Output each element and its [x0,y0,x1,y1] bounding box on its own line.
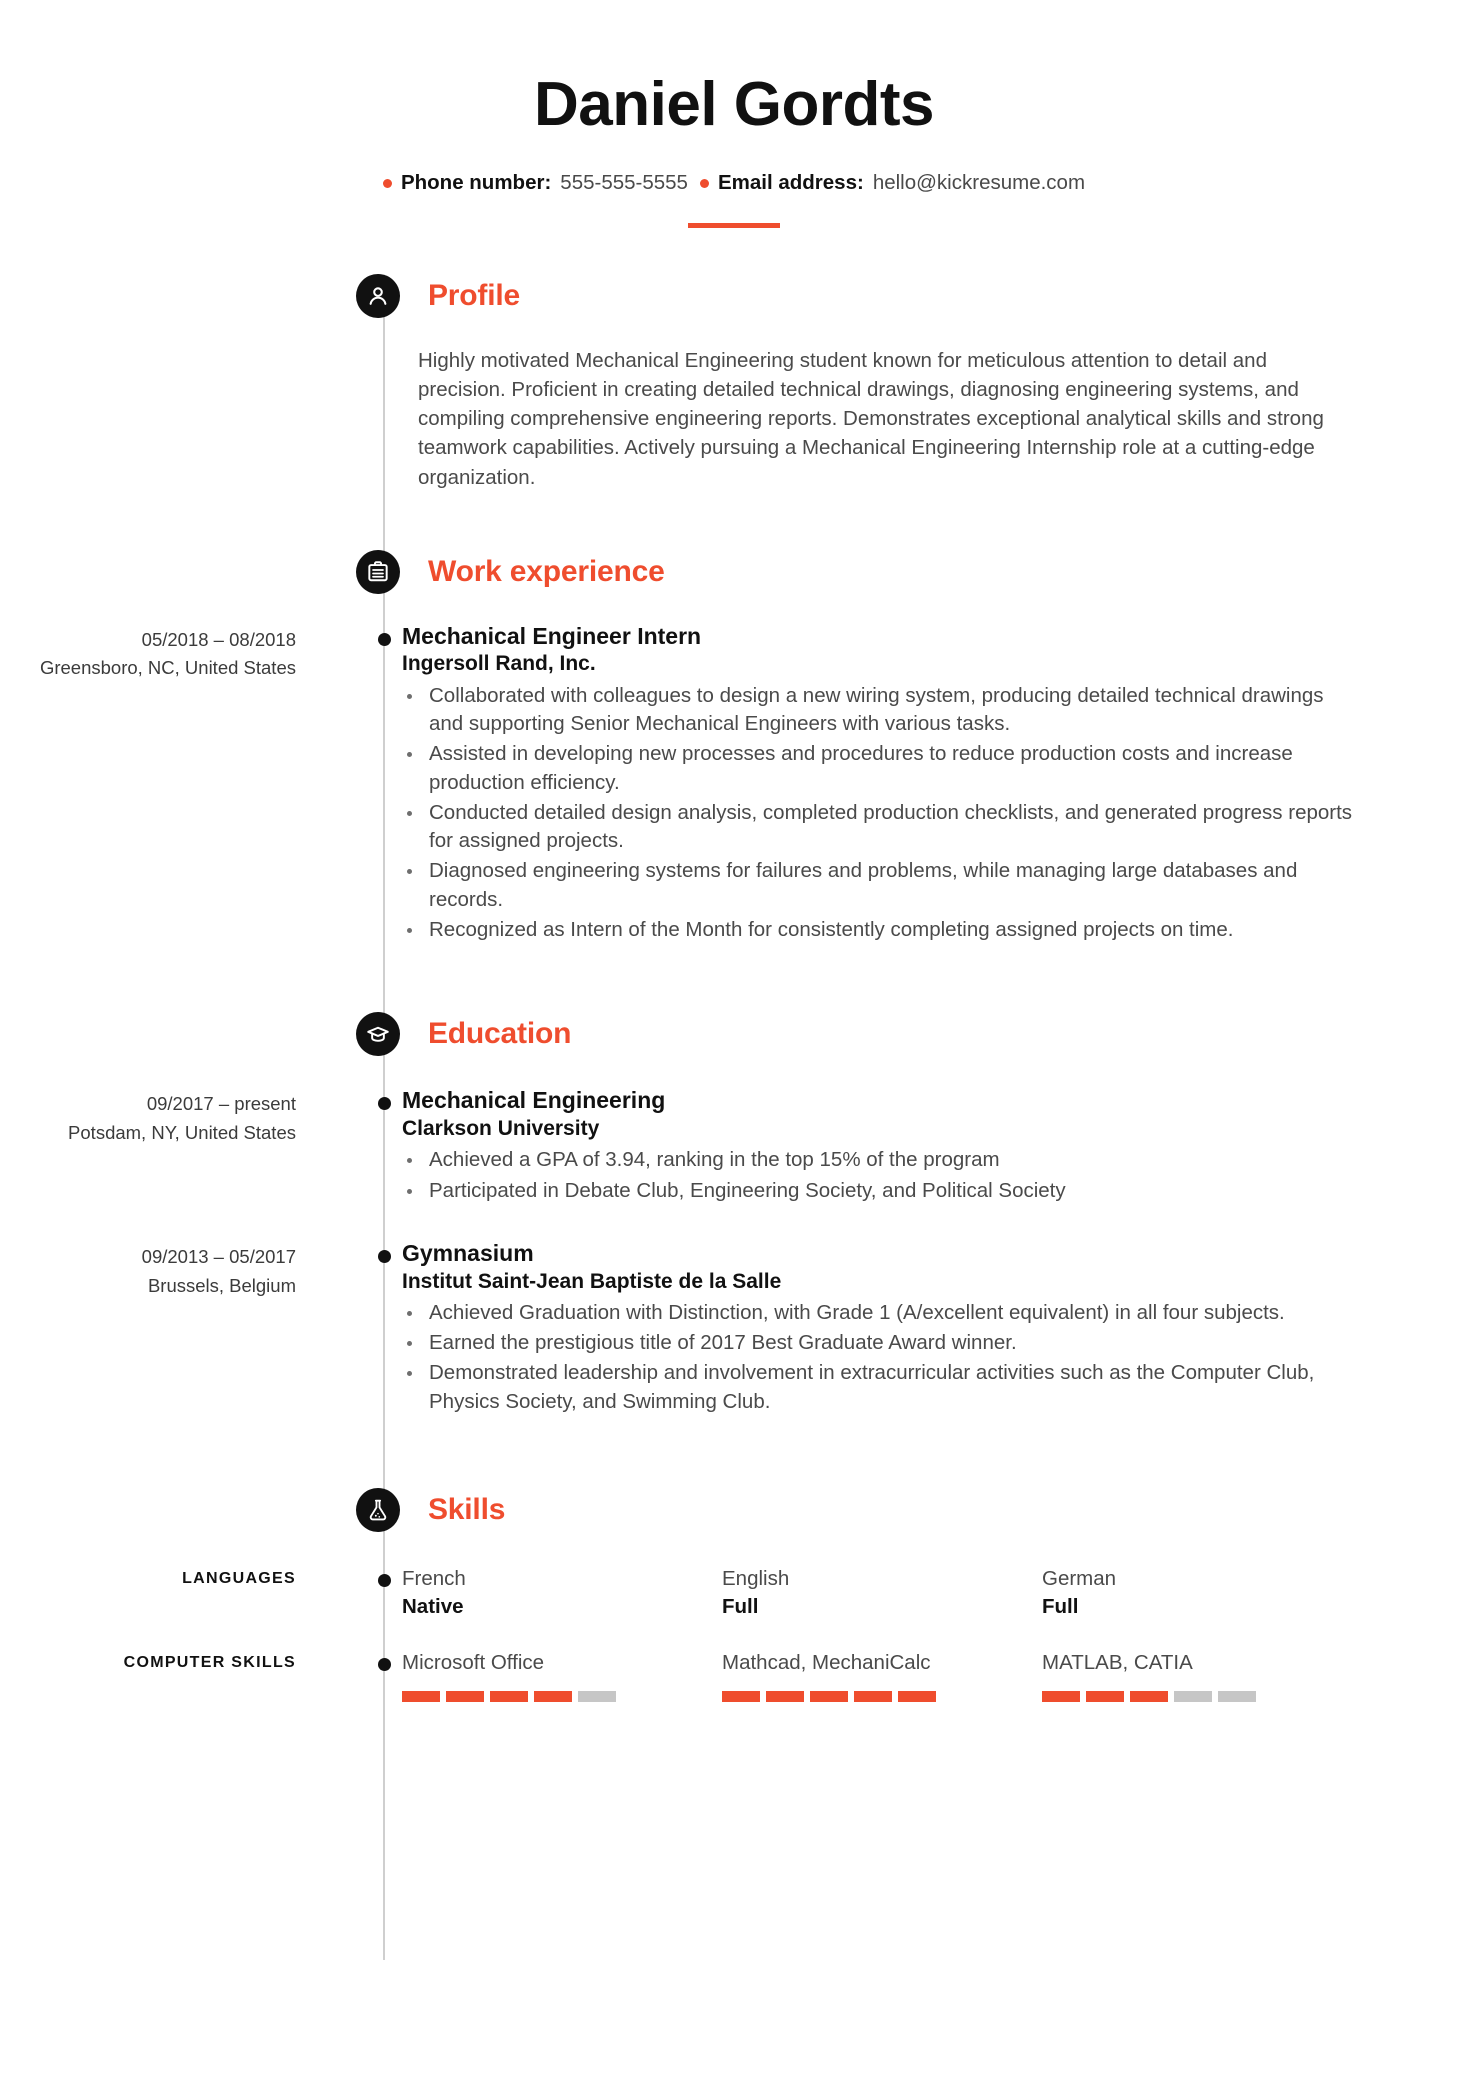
work-entry-bullets [402,682,1356,945]
section-title-profile: Profile [428,279,520,313]
education-entry-bullets [402,1146,1356,1205]
education-entry-location: Potsdam, NY, United States [68,1121,296,1143]
rating-pip [898,1691,936,1702]
education-entry-meta [0,1086,340,1205]
list-item: Participated in Debate Club, Engineering Society, and Political Society [402,1177,1356,1205]
language-item [1042,1566,1362,1620]
skills-languages-columns [402,1566,1468,1620]
bullet-dot-icon [383,179,392,188]
language-level: Native [402,1594,464,1618]
header-divider [688,223,780,228]
profile-text: Highly motivated Mechanical Engineering student known for meticulous attention to detail and precision. Proficient in creating detailed technical drawings, diagnosing engineering systems, and compiling comprehensive engineering reports. Demonstrates exceptional analytical skills and strong teamwork capabilities. Actively pursuing a Mechanical Engineering Internship role at a cutting-edge organization. [418,349,1324,489]
work-entry-title: Mechanical Engineer Intern [402,622,702,649]
list-item: Recognized as Intern of the Month for consistently completing assigned projects on time. [402,916,1356,944]
rating-pip [490,1691,528,1702]
work-entry-dates: 05/2018 – 08/2018 [141,628,296,650]
skills-languages-row [0,1566,1468,1620]
list-item: Diagnosed engineering systems for failures and problems, while managing large databases and records. [402,857,1356,914]
work-entry-body [402,622,1468,945]
phone-value: 555-555-5555 [560,171,688,195]
list-item: Achieved a GPA of 3.94, ranking in the top 15% of the program [402,1146,1356,1174]
section-title-work-experience: Work experience [428,554,665,588]
language-name: English [722,1567,790,1590]
education-entry-bullets [402,1299,1356,1416]
phone-label: Phone number: [400,171,552,195]
timeline-dot-icon [378,1097,391,1110]
computer-skill-item [402,1650,722,1702]
skills-computer-label: COMPUTER SKILLS [123,1654,296,1672]
timeline-dot-icon [378,1658,391,1671]
language-name: German [1042,1567,1117,1590]
computer-skill-rating [1042,1691,1362,1702]
education-entry-dates: 09/2013 – 05/2017 [141,1245,296,1267]
education-entry-meta [0,1239,340,1416]
section-profile [0,268,1468,492]
education-entry-body [402,1239,1468,1416]
computer-skill-rating [402,1691,722,1702]
rating-pip [1174,1691,1212,1702]
skills-languages-label: LANGUAGES [182,1570,296,1587]
person-icon [356,274,400,318]
list-item: Achieved Graduation with Distinction, with Grade 1 (A/excellent equivalent) in all four subjects. [402,1299,1356,1327]
work-entry-organization: Ingersoll Rand, Inc. [402,652,596,676]
rating-pip [810,1691,848,1702]
section-title-skills: Skills [428,1493,506,1526]
skills-computer-row [0,1650,1468,1702]
education-entry-organization: Institut Saint-Jean Baptiste de la Salle [402,1269,782,1293]
section-education [0,1006,1468,1416]
rating-pip [1218,1691,1256,1702]
computer-skill-item [722,1650,1042,1702]
candidate-name: Daniel Gordts [533,70,934,139]
contact-line [0,171,1468,195]
education-entry-organization: Clarkson University [402,1116,600,1140]
bullet-dot-icon [700,179,709,188]
timeline-dot-icon [378,1574,391,1587]
rating-pip [534,1691,572,1702]
resume-header [0,0,1468,228]
education-entry-dates: 09/2017 – present [146,1093,296,1115]
education-entry [0,1239,1468,1416]
list-item: Assisted in developing new processes and procedures to reduce production costs and increase production efficiency. [402,740,1356,797]
rating-pip [766,1691,804,1702]
computer-skill-name: MATLAB, CATIA [1042,1651,1193,1675]
timeline-dot-icon [378,633,391,646]
education-entry [0,1086,1468,1205]
flask-icon [356,1488,400,1532]
section-work-experience [0,544,1468,945]
language-item [402,1566,722,1620]
section-header-profile [356,268,1468,324]
language-item [722,1566,1042,1620]
skills-computer-columns [402,1650,1468,1702]
rating-pip [1086,1691,1124,1702]
language-level: Full [1042,1594,1079,1618]
rating-pip [446,1691,484,1702]
section-header-work-experience [356,544,1468,600]
rating-pip [854,1691,892,1702]
computer-skill-name: Microsoft Office [402,1651,545,1675]
computer-skill-item [1042,1650,1362,1702]
rating-pip [722,1691,760,1702]
list-item: Conducted detailed design analysis, completed production checklists, and generated progress reports for assigned projects. [402,799,1356,856]
education-entry-body [402,1086,1468,1205]
rating-pip [1042,1691,1080,1702]
email-label: Email address: [717,171,864,195]
list-item: Demonstrated leadership and involvement in extracurricular activities such as the Computer Club, Physics Society, and Swimming Club. [402,1359,1356,1416]
work-entry-meta [0,622,340,945]
work-entry [0,622,1468,945]
computer-skill-rating [722,1691,1042,1702]
rating-pip [402,1691,440,1702]
education-entry-title: Gymnasium [402,1239,534,1266]
rating-pip [1130,1691,1168,1702]
education-entry-location: Brussels, Belgium [147,1274,296,1296]
section-header-skills [356,1482,1468,1538]
timeline-dot-icon [378,1250,391,1263]
rating-pip [578,1691,616,1702]
education-entry-title: Mechanical Engineering [402,1087,666,1114]
graduation-cap-icon [356,1012,400,1056]
list-item: Collaborated with colleagues to design a new wiring system, producing detailed technical drawings and supporting Senior Mechanical Engineers with various tasks. [402,682,1356,739]
language-level: Full [722,1594,759,1618]
email-value: hello@kickresume.com [872,171,1086,195]
computer-skill-name: Mathcad, MechaniCalc [722,1651,931,1675]
language-name: French [402,1567,466,1590]
briefcase-icon [356,550,400,594]
section-skills [0,1482,1468,1702]
section-header-education [356,1006,1468,1062]
section-title-education: Education [428,1017,572,1051]
list-item: Earned the prestigious title of 2017 Best Graduate Award winner. [402,1329,1356,1357]
work-entry-location: Greensboro, NC, United States [39,657,296,679]
